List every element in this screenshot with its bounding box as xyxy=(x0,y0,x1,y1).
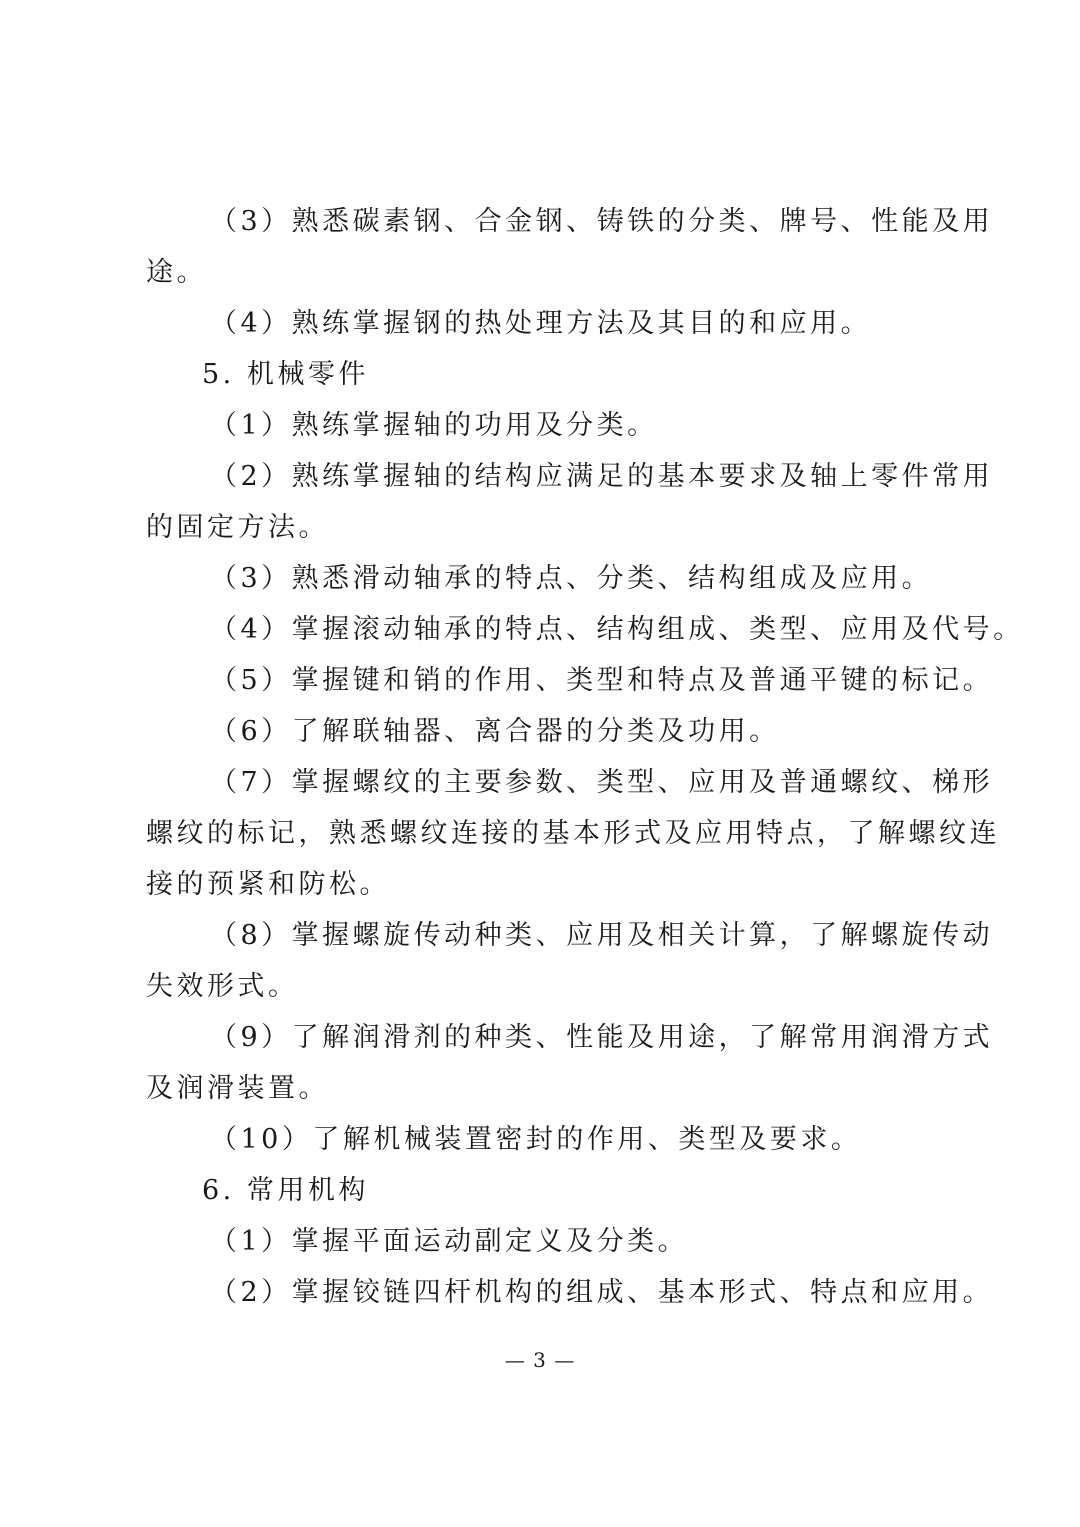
paragraph-line: （1）熟练掌握轴的功用及分类。 xyxy=(210,410,658,441)
paragraph-line: （5）掌握键和销的作用、类型和特点及普通平键的标记。 xyxy=(210,665,994,696)
paragraph-line: （1）掌握平面运动副定义及分类。 xyxy=(210,1226,689,1257)
paragraph-line: 途。 xyxy=(146,257,207,288)
paragraph-line: （7）掌握螺纹的主要参数、类型、应用及普通螺纹、梯形 xyxy=(210,767,994,798)
paragraph-line: （10）了解机械装置密封的作用、类型及要求。 xyxy=(210,1124,862,1155)
paragraph-line: （3）熟悉碳素钢、合金钢、铸铁的分类、牌号、性能及用 xyxy=(210,206,994,237)
paragraph-line: （9）了解润滑剂的种类、性能及用途，了解常用润滑方式 xyxy=(210,1022,994,1053)
paragraph-line: （2）掌握铰链四杆机构的组成、基本形式、特点和应用。 xyxy=(210,1277,994,1308)
paragraph-line: 失效形式。 xyxy=(146,971,299,1002)
page-number: — 3 — xyxy=(504,1348,576,1372)
paragraph-line: 的固定方法。 xyxy=(146,512,329,543)
paragraph-line: 螺纹的标记，熟悉螺纹连接的基本形式及应用特点，了解螺纹连 xyxy=(146,818,1000,849)
paragraph-line: （8）掌握螺旋传动种类、应用及相关计算，了解螺旋传动 xyxy=(210,920,994,951)
paragraph-line: （6）了解联轴器、离合器的分类及功用。 xyxy=(210,716,780,747)
paragraph-line: 及润滑装置。 xyxy=(146,1073,329,1104)
body-text xyxy=(146,196,1024,1318)
section-heading: 6. 常用机构 xyxy=(202,1175,369,1206)
paragraph-line: 接的预紧和防松。 xyxy=(146,869,390,900)
paragraph-line: （4）掌握滚动轴承的特点、结构组成、类型、应用及代号。 xyxy=(210,614,1024,645)
paragraph-line: （3）熟悉滑动轴承的特点、分类、结构组成及应用。 xyxy=(210,563,933,594)
paragraph-line: （4）熟练掌握钢的热处理方法及其目的和应用。 xyxy=(210,308,872,339)
section-heading: 5. 机械零件 xyxy=(202,359,369,390)
paragraph-line: （2）熟练掌握轴的结构应满足的基本要求及轴上零件常用 xyxy=(210,461,994,492)
